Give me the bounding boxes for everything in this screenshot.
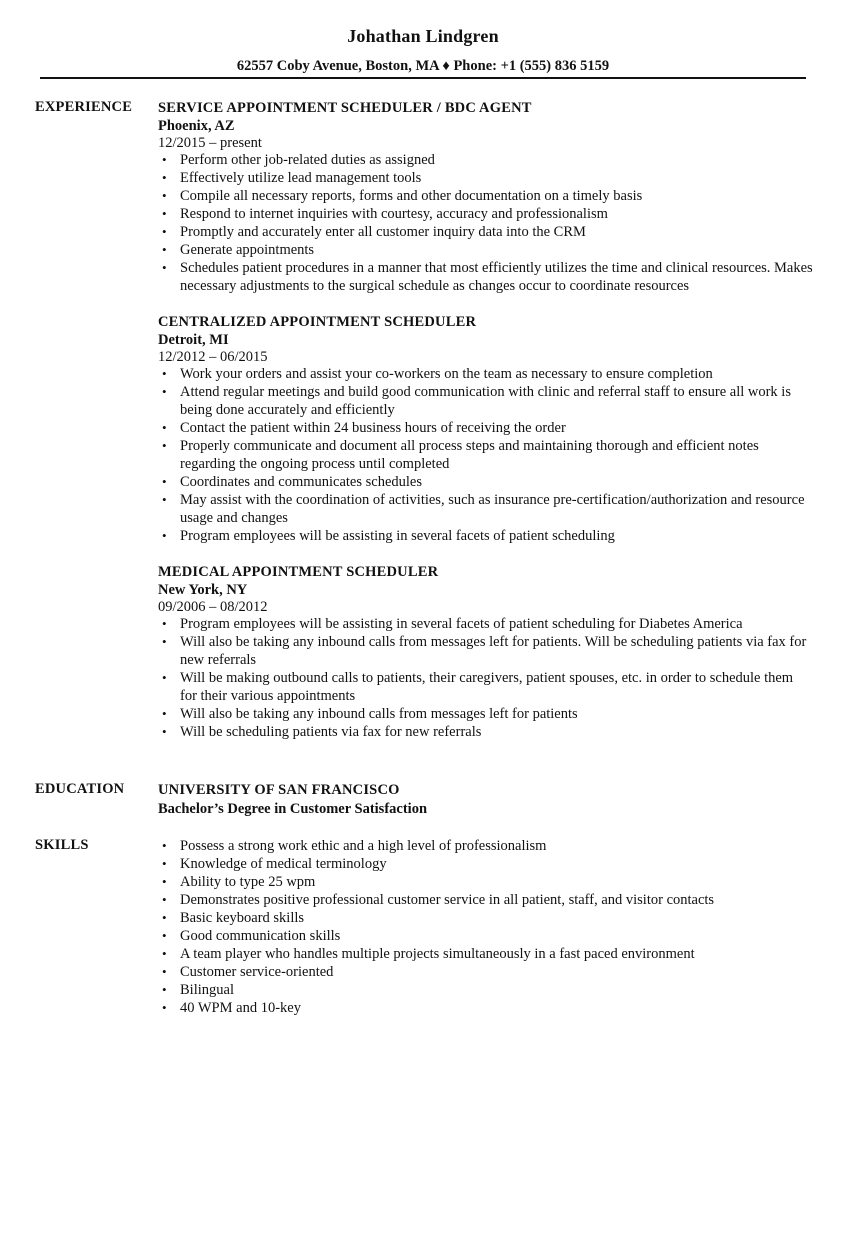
experience-body xyxy=(158,99,813,741)
job-location: Phoenix, AZ xyxy=(158,118,235,134)
skill-item: • A team player who handles multiple projects simultaneously in a fast paced environment xyxy=(158,945,813,963)
skills-list xyxy=(158,837,813,1017)
school-name: UNIVERSITY OF SAN FRANCISCO xyxy=(158,782,400,798)
skill-item: • 40 WPM and 10-key xyxy=(158,999,813,1017)
duty-item: • Coordinates and communicates schedules xyxy=(158,473,813,491)
duty-item: • Respond to internet inquiries with courtesy, accuracy and professionalism xyxy=(158,205,813,223)
job-title: MEDICAL APPOINTMENT SCHEDULER xyxy=(158,564,439,580)
skill-item: • Customer service-oriented xyxy=(158,963,813,981)
duty-item: • Will also be taking any inbound calls from messages left for patients xyxy=(158,705,813,723)
skill-item: • Bilingual xyxy=(158,981,813,999)
duty-item: • Attend regular meetings and build good communication with clinic and referral staff to ensure all work is being done accurately and efficiently xyxy=(158,383,813,419)
job-dates: 12/2012 – 06/2015 xyxy=(158,349,268,365)
skill-item: • Demonstrates positive professional customer service in all patient, staff, and visitor contacts xyxy=(158,891,813,909)
section-heading-education: EDUCATION xyxy=(35,781,125,797)
skill-item: • Basic keyboard skills xyxy=(158,909,813,927)
skill-item: • Possess a strong work ethic and a high level of professionalism xyxy=(158,837,813,855)
job-entry xyxy=(158,99,813,295)
header-divider xyxy=(40,77,806,79)
duty-item: • Will be scheduling patients via fax for new referrals xyxy=(158,723,813,741)
job-dates: 12/2015 – present xyxy=(158,135,262,151)
job-title: CENTRALIZED APPOINTMENT SCHEDULER xyxy=(158,314,477,330)
education-body xyxy=(158,781,813,819)
duty-item: • Perform other job-related duties as assigned xyxy=(158,151,813,169)
job-title: SERVICE APPOINTMENT SCHEDULER / BDC AGENT xyxy=(158,100,532,116)
job-duties xyxy=(158,365,813,545)
duty-item: • Program employees will be assisting in several facets of patient scheduling xyxy=(158,527,813,545)
duty-item: • Work your orders and assist your co-workers on the team as necessary to ensure completion xyxy=(158,365,813,383)
degree: Bachelor’s Degree in Customer Satisfaction xyxy=(158,801,428,817)
duty-item: • Generate appointments xyxy=(158,241,813,259)
skill-item: • Good communication skills xyxy=(158,927,813,945)
section-heading-experience: EXPERIENCE xyxy=(35,99,133,115)
skill-item: • Ability to type 25 wpm xyxy=(158,873,813,891)
duty-item: • Effectively utilize lead management tools xyxy=(158,169,813,187)
job-entry xyxy=(158,563,813,741)
duty-item: • Will also be taking any inbound calls from messages left for patients. Will be scheduling patients via fax for new referrals xyxy=(158,633,813,669)
duty-item: • Program employees will be assisting in several facets of patient scheduling for Diabetes America xyxy=(158,615,813,633)
job-dates: 09/2006 – 08/2012 xyxy=(158,599,268,615)
job-duties xyxy=(158,615,813,741)
job-location: Detroit, MI xyxy=(158,332,229,348)
duty-item: • Contact the patient within 24 business hours of receiving the order xyxy=(158,419,813,437)
duty-item: • Promptly and accurately enter all customer inquiry data into the CRM xyxy=(158,223,813,241)
job-location: New York, NY xyxy=(158,582,248,598)
candidate-name: Johathan Lindgren xyxy=(347,26,499,46)
duty-item: • May assist with the coordination of activities, such as insurance pre-certification/authorization and resource usage and changes xyxy=(158,491,813,527)
duty-item: • Schedules patient procedures in a manner that most efficiently utilizes the time and clinical resources. Makes necessary adjustments to the surgical schedule as changes occur to coordinate resources xyxy=(158,259,813,295)
job-duties xyxy=(158,151,813,295)
skills-body xyxy=(158,837,813,1017)
duty-item: • Compile all necessary reports, forms and other documentation on a timely basis xyxy=(158,187,813,205)
contact-line: 62557 Coby Avenue, Boston, MA ♦ Phone: +1 (555) 836 5159 xyxy=(236,58,610,74)
skill-item: • Knowledge of medical terminology xyxy=(158,855,813,873)
job-entry xyxy=(158,313,813,545)
duty-item: • Will be making outbound calls to patients, their caregivers, patient spouses, etc. in order to schedule them for their various appointments xyxy=(158,669,813,705)
section-heading-skills: SKILLS xyxy=(35,837,89,853)
duty-item: • Properly communicate and document all process steps and maintaining thorough and efficient notes regarding the ongoing process until completed xyxy=(158,437,813,473)
